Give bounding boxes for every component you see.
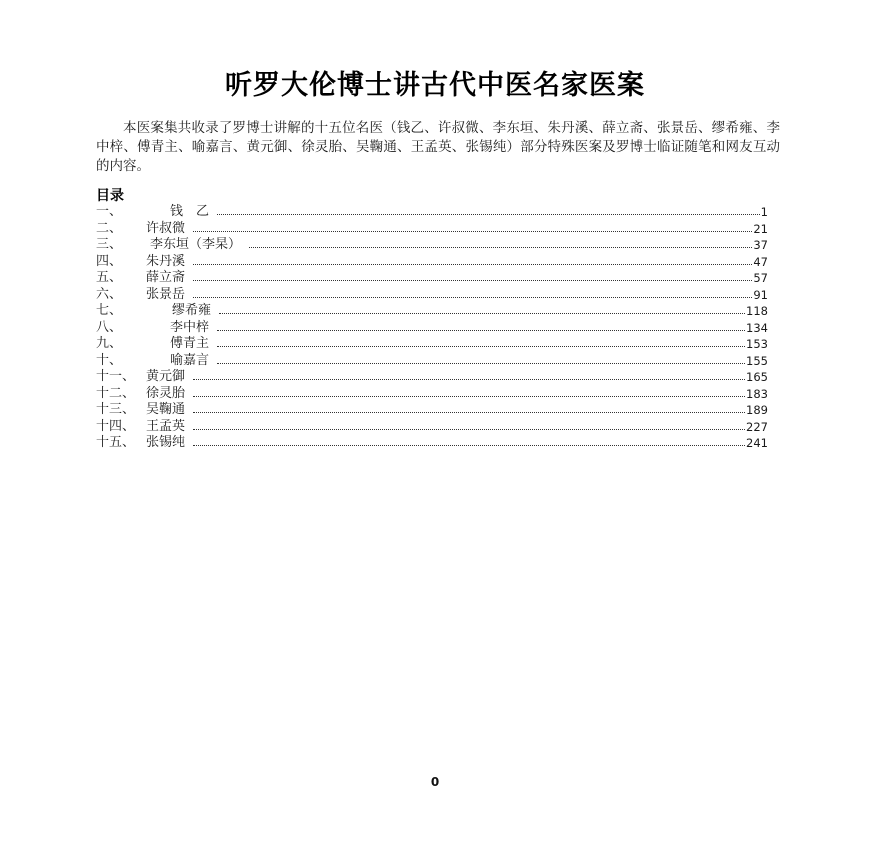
- toc-leader-dots: [193, 279, 752, 281]
- toc-leader-dots: [193, 428, 745, 430]
- table-of-contents: [96, 204, 768, 452]
- toc-entry[interactable]: [96, 369, 768, 386]
- toc-entry-page: 118: [746, 304, 768, 319]
- toc-entry-number: 三、: [96, 237, 123, 253]
- toc-entry-number: 五、: [96, 270, 123, 286]
- toc-entry-name: 傅青主: [170, 336, 210, 352]
- toc-entry[interactable]: [96, 435, 768, 452]
- toc-entry[interactable]: [96, 386, 768, 403]
- toc-entry-page: 165: [746, 370, 768, 385]
- toc-entry-page: 155: [746, 353, 768, 368]
- toc-leader-dots: [193, 378, 745, 380]
- toc-entry-page: 1: [760, 205, 768, 220]
- toc-entry[interactable]: [96, 237, 768, 254]
- toc-leader-dots: [217, 362, 745, 364]
- toc-entry-name: 许叔微: [146, 220, 186, 236]
- toc-leader-dots: [193, 296, 752, 298]
- toc-entry[interactable]: [96, 320, 768, 337]
- toc-entry-number: 一、: [96, 204, 123, 220]
- toc-entry-number: 二、: [96, 220, 123, 236]
- toc-entry-number: 十四、: [96, 418, 136, 434]
- toc-entry-name: 朱丹溪: [146, 253, 186, 269]
- toc-entry-page: 183: [746, 386, 768, 401]
- toc-entry-number: 十五、: [96, 435, 136, 451]
- toc-entry-number: 十二、: [96, 385, 136, 401]
- toc-entry[interactable]: [96, 419, 768, 436]
- toc-entry-name: 喻嘉言: [170, 352, 210, 368]
- toc-entry-number: 九、: [96, 336, 123, 352]
- toc-entry-page: 57: [753, 271, 768, 286]
- toc-leader-dots: [219, 312, 745, 314]
- toc-leader-dots: [217, 213, 760, 215]
- toc-leader-dots: [193, 230, 752, 232]
- toc-leader-dots: [217, 345, 745, 347]
- toc-entry-number: 八、: [96, 319, 123, 335]
- toc-entry-name: 张景岳: [146, 286, 186, 302]
- toc-entry-page: 241: [746, 436, 768, 451]
- toc-entry-number: 七、: [96, 303, 123, 319]
- toc-entry-number: 十一、: [96, 369, 136, 385]
- toc-leader-dots: [217, 329, 745, 331]
- toc-entry-name: 李东垣（李杲）: [150, 237, 242, 253]
- toc-entry-page: 227: [746, 419, 768, 434]
- toc-entry-name: 钱 乙: [170, 204, 210, 220]
- toc-entry[interactable]: [96, 270, 768, 287]
- toc-entry-name: 徐灵胎: [146, 385, 186, 401]
- toc-entry-page: 37: [753, 238, 768, 253]
- toc-entry-number: 六、: [96, 286, 123, 302]
- toc-entry[interactable]: [96, 353, 768, 370]
- toc-entry-name: 李中梓: [170, 319, 210, 335]
- intro-paragraph: 本医案集共收录了罗博士讲解的十五位名医（钱乙、许叔微、李东垣、朱丹溪、薛立斋、张景岳、缪希雍、李中梓、傅青主、喻嘉言、黄元御、徐灵胎、吴鞠通、王孟英、张锡纯）部分特殊医案及罗博士临证随笔和网友互动的内容。: [96, 120, 780, 174]
- toc-leader-dots: [193, 411, 745, 413]
- toc-entry-name: 缪希雍: [172, 303, 212, 319]
- toc-entry[interactable]: [96, 221, 768, 238]
- toc-heading: 目录: [96, 188, 124, 204]
- toc-entry-number: 十三、: [96, 402, 136, 418]
- toc-leader-dots: [193, 395, 745, 397]
- toc-entry[interactable]: [96, 204, 768, 221]
- toc-entry-name: 薛立斋: [146, 270, 186, 286]
- toc-entry-name: 吴鞠通: [146, 402, 186, 418]
- toc-entry-page: 134: [746, 320, 768, 335]
- toc-entry-page: 153: [746, 337, 768, 352]
- document-title: 听罗大伦博士讲古代中医名家医案: [225, 70, 645, 101]
- toc-entry-page: 189: [746, 403, 768, 418]
- toc-entry-page: 21: [753, 221, 768, 236]
- toc-entry-name: 黄元御: [146, 369, 186, 385]
- toc-entry-page: 47: [753, 254, 768, 269]
- toc-leader-dots: [193, 263, 752, 265]
- toc-entry-name: 王孟英: [146, 418, 186, 434]
- toc-entry[interactable]: [96, 303, 768, 320]
- toc-entry-name: 张锡纯: [146, 435, 186, 451]
- toc-entry[interactable]: [96, 287, 768, 304]
- toc-entry-page: 91: [753, 287, 768, 302]
- toc-entry[interactable]: [96, 336, 768, 353]
- toc-entry-number: 四、: [96, 253, 123, 269]
- toc-entry-number: 十、: [96, 352, 123, 368]
- toc-entry[interactable]: [96, 402, 768, 419]
- toc-entry[interactable]: [96, 254, 768, 271]
- toc-leader-dots: [193, 444, 745, 446]
- toc-leader-dots: [249, 246, 752, 248]
- page-number: 0: [430, 775, 440, 789]
